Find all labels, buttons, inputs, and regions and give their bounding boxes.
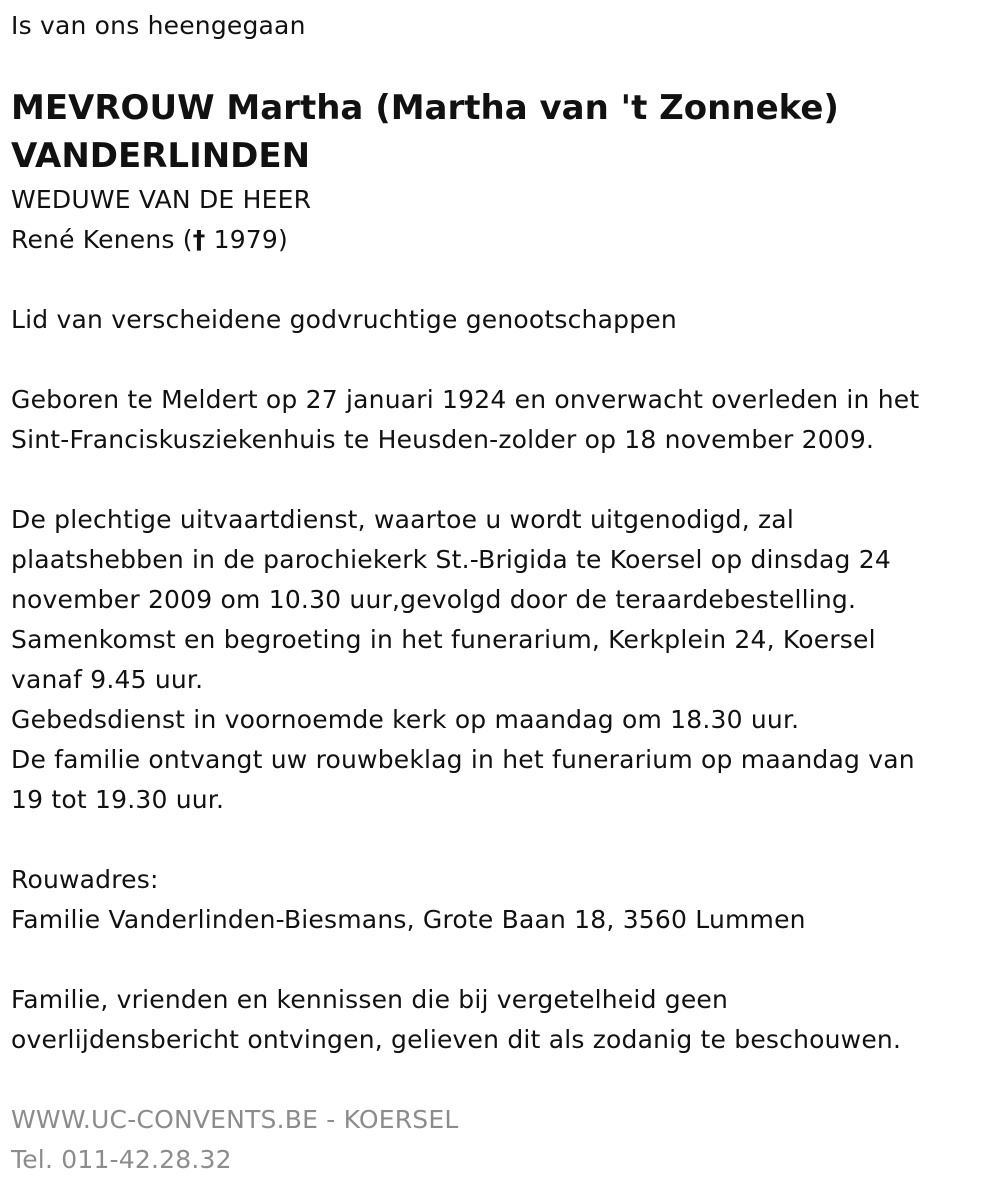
address-text: Familie Vanderlinden-Biesmans, Grote Baan 18, 3560 Lummen xyxy=(11,905,806,934)
spouse-name: René Kenens ( xyxy=(11,225,193,254)
paragraph-line: Gebedsdienst in voornoemde kerk op maandag om 18.30 uur. xyxy=(11,705,800,734)
paragraph-line: De familie ontvangt uw rouwbeklag in het funerarium op maandag van xyxy=(11,745,915,774)
spacer xyxy=(11,940,986,980)
footer-phone: Tel. 011-42.28.32 xyxy=(11,1145,232,1174)
membership-text: Lid van verscheidene godvruchtige genootschappen xyxy=(11,305,677,334)
cross-icon: † xyxy=(192,225,206,254)
service-paragraph xyxy=(11,500,986,820)
spacer xyxy=(11,260,986,300)
footer-website: WWW.UC-CONVENTS.BE - KOERSEL xyxy=(11,1105,459,1134)
deceased-name-line-2: VANDERLINDEN xyxy=(11,136,311,176)
paragraph-line: Geboren te Meldert op 27 januari 1924 en onverwacht overleden in het xyxy=(11,385,920,414)
footer xyxy=(11,1100,986,1180)
paragraph-line: vanaf 9.45 uur. xyxy=(11,665,204,694)
spacer xyxy=(11,460,986,500)
paragraph-line: plaatshebben in de parochiekerk St.-Brigida te Koersel op dinsdag 24 xyxy=(11,545,891,574)
spacer xyxy=(11,820,986,860)
paragraph-line: Samenkomst en begroeting in het funerarium, Kerkplein 24, Koersel xyxy=(11,625,876,654)
birth-death-paragraph xyxy=(11,380,986,460)
paragraph-line: november 2009 om 10.30 uur,gevolgd door de teraardebestelling. xyxy=(11,585,857,614)
paragraph-line: Familie, vrienden en kennissen die bij vergetelheid geen xyxy=(11,985,729,1014)
obituary-notice xyxy=(11,0,986,1180)
closing-paragraph xyxy=(11,980,986,1060)
paragraph-line: 19 tot 19.30 uur. xyxy=(11,785,225,814)
spacer xyxy=(11,340,986,380)
mourning-address xyxy=(11,860,986,940)
address-label: Rouwadres: xyxy=(11,865,159,894)
paragraph-line: overlijdensbericht ontvingen, gelieven dit als zodanig te beschouwen. xyxy=(11,1025,902,1054)
paragraph-line: Sint-Franciskusziekenhuis te Heusden-zolder op 18 november 2009. xyxy=(11,425,875,454)
spouse-line xyxy=(11,220,986,260)
deceased-name xyxy=(11,84,986,180)
spouse-year: 1979) xyxy=(205,225,288,254)
intro-text: Is van ons heengegaan xyxy=(11,11,306,40)
widow-label: WEDUWE VAN DE HEER xyxy=(11,185,312,214)
deceased-name-line-1: MEVROUW Martha (Martha van 't Zonneke) xyxy=(11,88,839,128)
paragraph-line: De plechtige uitvaartdienst, waartoe u wordt uitgenodigd, zal xyxy=(11,505,794,534)
